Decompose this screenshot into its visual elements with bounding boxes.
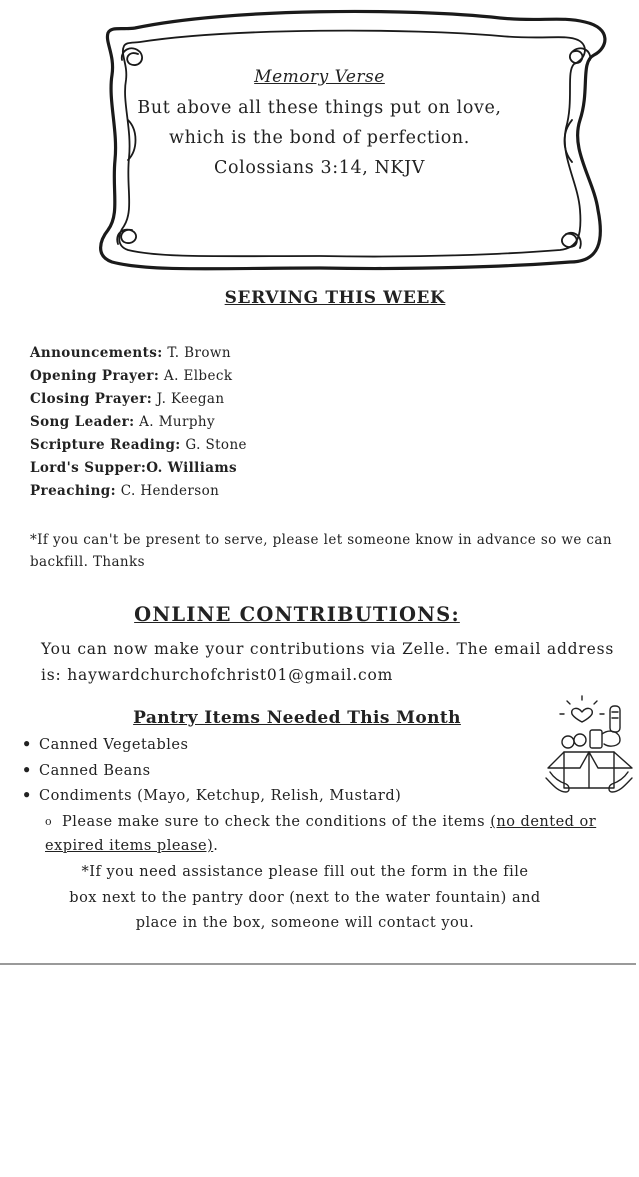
pantry-item: • Condiments (Mayo, Ketchup, Relish, Mustard) — [22, 787, 402, 804]
serving-row-announcements — [30, 345, 231, 361]
role-person: G. Stone — [180, 437, 247, 453]
pantry-item: • Canned Beans — [22, 762, 151, 779]
assistance-note — [20, 860, 590, 937]
role-label: Closing Prayer: — [30, 391, 153, 407]
role-person: A. Elbeck — [159, 368, 233, 384]
role-label: Lord's Supper: — [30, 460, 147, 476]
memory-verse-title: Memory Verse — [254, 67, 385, 87]
pantry-heading: Pantry Items Needed This Month — [133, 708, 461, 728]
pantry-item-text: Canned Beans — [39, 763, 151, 779]
memory-verse-line-1: But above all these things put on love, — [137, 98, 502, 118]
serving-note: *If you can't be present to serve, please let someone know in advance so we can backfill. Thanks — [30, 532, 612, 570]
serving-row-scripture-reading — [30, 437, 247, 453]
memory-verse-line-2: which is the bond of perfection. — [169, 128, 470, 148]
serving-row-closing-prayer — [30, 391, 224, 407]
serving-row-opening-prayer — [30, 368, 232, 384]
serving-heading: SERVING THIS WEEK — [224, 288, 446, 308]
role-label: Scripture Reading: — [30, 437, 181, 453]
memory-verse-reference: Colossians 3:14, NKJV — [214, 158, 425, 178]
serving-row-song-leader — [30, 414, 215, 430]
serving-row-preaching — [30, 483, 219, 499]
role-person: A. Murphy — [134, 414, 216, 430]
condition-note-suffix: . — [213, 838, 219, 854]
pantry-item-text: Condiments (Mayo, Ketchup, Relish, Mustard) — [39, 788, 402, 804]
page-divider — [0, 963, 636, 965]
online-contributions-text: You can now make your contributions via Zelle. The email address is: haywardchurchofchrist01@gmail.com — [41, 640, 615, 684]
role-person: J. Keegan — [152, 391, 225, 407]
assistance-line-1: *If you need assistance please fill out the form in the file — [81, 864, 529, 880]
condition-note-prefix: Please make sure to check the conditions of the items — [62, 814, 491, 830]
role-person: C. Henderson — [116, 483, 220, 499]
pantry-item-text: Canned Vegetables — [39, 737, 189, 753]
role-person: T. Brown — [162, 345, 231, 361]
pantry-item: • Canned Vegetables — [22, 736, 189, 753]
role-person: O. Williams — [146, 460, 238, 476]
role-label: Song Leader: — [30, 414, 135, 430]
online-contributions-heading: ONLINE CONTRIBUTIONS: — [134, 603, 460, 626]
assistance-line-3: place in the box, someone will contact you. — [135, 915, 475, 931]
role-label: Preaching: — [30, 483, 117, 499]
condition-note-emphasis: (no dented or expired items please) — [45, 814, 597, 854]
donation-box-icon — [540, 692, 638, 804]
pantry-condition-note: o Please make sure to check the conditions of the items (no dented or expired items please). — [45, 814, 597, 854]
role-label: Opening Prayer: — [30, 368, 160, 384]
role-label: Announcements: — [30, 345, 163, 361]
assistance-line-2: box next to the pantry door (next to the water fountain) and — [69, 889, 541, 906]
serving-row-lords-supper — [30, 460, 237, 476]
